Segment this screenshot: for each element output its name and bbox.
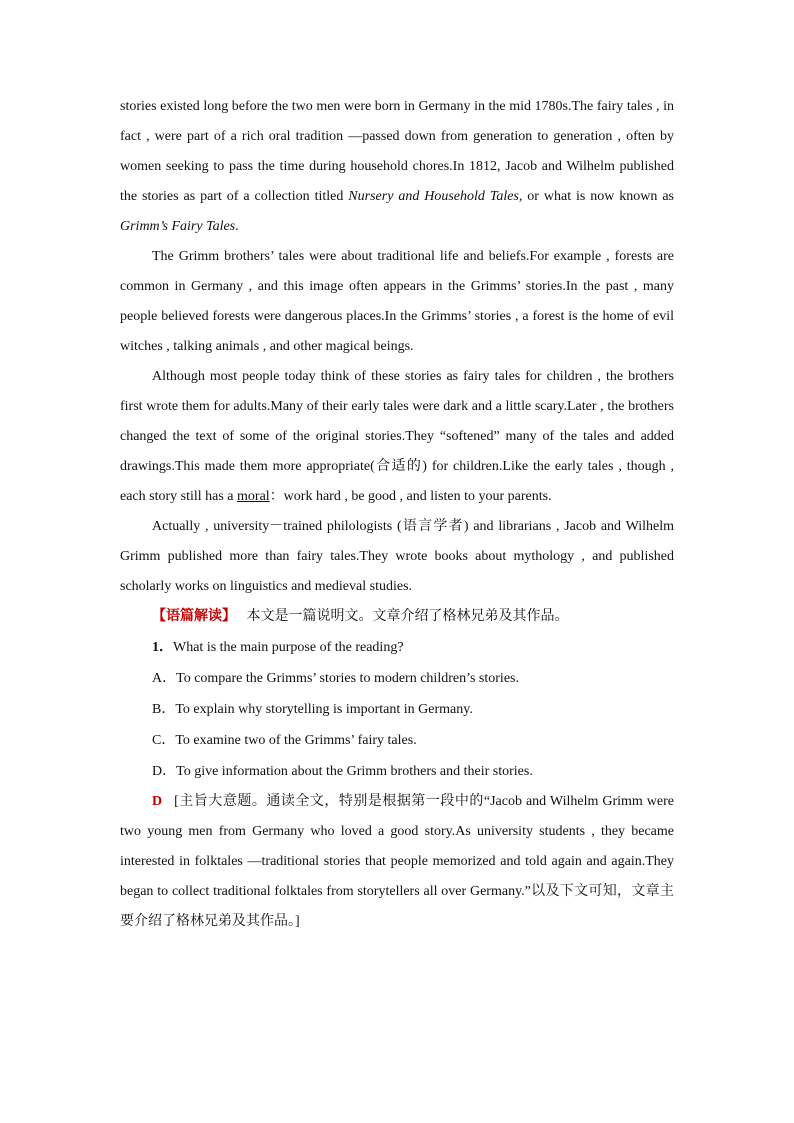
p1-title-italic: Nursery and Household Tales, — [348, 189, 523, 204]
option-a-letter: A． — [152, 671, 177, 686]
answer-letter: D — [152, 794, 163, 809]
option-c-text: To examine two of the Grimms’ fairy tales. — [175, 733, 417, 748]
option-b — [120, 694, 674, 725]
p1-text-b: or what is now known as — [522, 189, 675, 204]
option-a — [120, 663, 674, 694]
passage-paragraph-2: The Grimm brothers’ tales were about traditional life and beliefs.For example , forests are common in Germany , and this image often appears in the Grimms’ stories.In the past , many people believed forests were dangerous places.In the Grimms’ stories , a forest is the home of evil witches , talking animals , and other magical beings. — [120, 249, 674, 354]
option-c-letter: C． — [152, 733, 176, 748]
reading-note-text: 本文是一篇说明文。文章介绍了格林兄弟及其作品。 — [246, 609, 569, 624]
document-page — [120, 92, 674, 937]
reading-note — [120, 602, 674, 632]
question-stem — [120, 632, 674, 663]
option-a-text: To compare the Grimms’ stories to modern children’s stories. — [176, 671, 519, 686]
option-b-text: To explain why storytelling is important in Germany. — [175, 702, 473, 717]
answer-explanation-text: [主旨大意题。通读全文，特别是根据第一段中的“Jacob and Wilhelm Grimm were two young men from Germany who loved a good story.As university students , they became interested in folktales —traditional stories that people memorized and told again and again.They began to collect traditional folktales from storytellers all over Germany.”以及下文可知，文章主要介绍了格林兄弟及其作品。] — [120, 794, 675, 929]
reading-note-tag: 【语篇解读】 — [152, 609, 236, 624]
p3-text-a: Although most people today think of these stories as fairy tales for children , the brothers first wrote them for adults.Many of their early tales were dark and a little scary.Later , the brothers changed the text of some of the original stories.They “softened” many of the tales and added drawings.This made them more appropriate(合适的) for children.Like the early tales , though , each story still has a — [120, 369, 674, 504]
passage-paragraph-1 — [120, 92, 674, 242]
passage-paragraph-3 — [120, 362, 674, 512]
option-c — [120, 725, 674, 756]
p3-text-b: ：work hard , be good , and listen to your parents. — [269, 489, 552, 504]
p1-text-c: . — [235, 219, 239, 234]
option-d-letter: D． — [152, 764, 177, 779]
p3-moral-word: moral — [237, 489, 270, 504]
option-d-text: To give information about the Grimm brothers and their stories. — [176, 764, 533, 779]
passage-paragraph-4: Actually , university－trained philologists (语言学者) and librarians , Jacob and Wilhelm Grimm published more than fairy tales.They wrote books about mythology , and published scholarly works on linguistics and medieval studies. — [120, 519, 674, 594]
option-b-letter: B． — [152, 702, 176, 717]
answer-explanation — [120, 787, 674, 937]
p1-title2-italic: Grimm’s Fairy Tales — [120, 219, 236, 234]
p1-text-a: stories existed long before the two men were born in Germany in the mid 1780s.The fairy tales , in fact , were part of a rich oral tradition —passed down from generation to generation , often by women seeking to pass the time during household chores.In 1812, Jacob and Wilhelm published the stories as part of a collection titled — [120, 99, 674, 204]
question-stem-text: What is the main purpose of the reading? — [173, 640, 404, 655]
option-d — [120, 756, 674, 787]
question-number: 1． — [152, 640, 173, 655]
